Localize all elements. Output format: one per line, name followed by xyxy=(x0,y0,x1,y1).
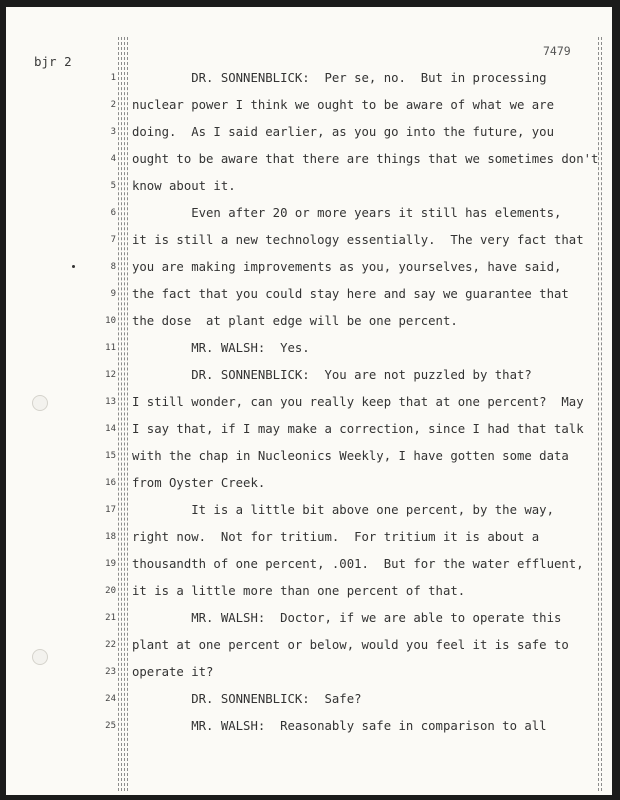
line-number: 16 xyxy=(105,478,116,488)
line-number: 25 xyxy=(105,721,116,731)
transcript-line: DR. SONNENBLICK: Per se, no. But in processing xyxy=(132,71,547,85)
transcript-line: plant at one percent or below, would you feel it is safe to xyxy=(132,638,569,652)
right-margin-rule xyxy=(598,37,600,791)
transcript-line: MR. WALSH: Reasonably safe in comparison to all xyxy=(132,719,547,733)
transcript-page xyxy=(6,7,612,795)
line-number: 4 xyxy=(110,154,116,164)
transcript-line: MR. WALSH: Doctor, if we are able to operate this xyxy=(132,611,562,625)
left-margin-rule xyxy=(124,37,126,791)
transcript-line: operate it? xyxy=(132,665,214,679)
transcript-line: MR. WALSH: Yes. xyxy=(132,341,310,355)
line-number: 14 xyxy=(105,424,116,434)
stray-mark xyxy=(72,265,75,268)
line-number: 12 xyxy=(105,370,116,380)
line-number: 1 xyxy=(110,73,116,83)
line-number: 2 xyxy=(110,100,116,110)
transcript-line: I still wonder, can you really keep that at one percent? May xyxy=(132,395,584,409)
line-number: 13 xyxy=(105,397,116,407)
transcript-line: DR. SONNENBLICK: Safe? xyxy=(132,692,362,706)
line-number: 18 xyxy=(105,532,116,542)
line-number: 9 xyxy=(110,289,116,299)
transcript-line: from Oyster Creek. xyxy=(132,476,266,490)
transcript-line: know about it. xyxy=(132,179,236,193)
line-number: 20 xyxy=(105,586,116,596)
line-number: 21 xyxy=(105,613,116,623)
line-number: 7 xyxy=(110,235,116,245)
line-number: 17 xyxy=(105,505,116,515)
page-number: 7479 xyxy=(543,44,571,58)
transcript-line: the fact that you could stay here and say we guarantee that xyxy=(132,287,569,301)
transcript-line: it is still a new technology essentially. The very fact that xyxy=(132,233,584,247)
transcript-line: ought to be aware that there are things that we sometimes don't xyxy=(132,152,599,166)
transcript-line: right now. Not for tritium. For tritium it is about a xyxy=(132,530,540,544)
line-number: 22 xyxy=(105,640,116,650)
left-margin-rule xyxy=(118,37,120,791)
transcript-line: with the chap in Nucleonics Weekly, I have gotten some data xyxy=(132,449,569,463)
line-number: 8 xyxy=(110,262,116,272)
transcript-line: nuclear power I think we ought to be aware of what we are xyxy=(132,98,554,112)
transcript-line: the dose at plant edge will be one percent. xyxy=(132,314,458,328)
punch-hole xyxy=(32,395,48,411)
line-number: 24 xyxy=(105,694,116,704)
transcript-line: Even after 20 or more years it still has elements, xyxy=(132,206,562,220)
line-number: 23 xyxy=(105,667,116,677)
transcript-line: you are making improvements as you, yourselves, have said, xyxy=(132,260,562,274)
line-number: 10 xyxy=(105,316,116,326)
transcript-line: DR. SONNENBLICK: You are not puzzled by that? xyxy=(132,368,532,382)
line-number: 19 xyxy=(105,559,116,569)
transcript-line: I say that, if I may make a correction, since I had that talk xyxy=(132,422,584,436)
punch-hole xyxy=(32,649,48,665)
line-number: 3 xyxy=(110,127,116,137)
right-margin-rule xyxy=(601,37,603,791)
line-number: 11 xyxy=(105,343,116,353)
transcript-line: It is a little bit above one percent, by the way, xyxy=(132,503,554,517)
left-margin-rule xyxy=(127,37,129,791)
reporter-ident: bjr 2 xyxy=(34,54,72,69)
transcript-line: it is a little more than one percent of that. xyxy=(132,584,466,598)
line-number: 6 xyxy=(110,208,116,218)
transcript-line: doing. As I said earlier, as you go into the future, you xyxy=(132,125,554,139)
left-margin-rule xyxy=(121,37,123,791)
line-number: 5 xyxy=(110,181,116,191)
line-number: 15 xyxy=(105,451,116,461)
transcript-line: thousandth of one percent, .001. But for the water effluent, xyxy=(132,557,584,571)
